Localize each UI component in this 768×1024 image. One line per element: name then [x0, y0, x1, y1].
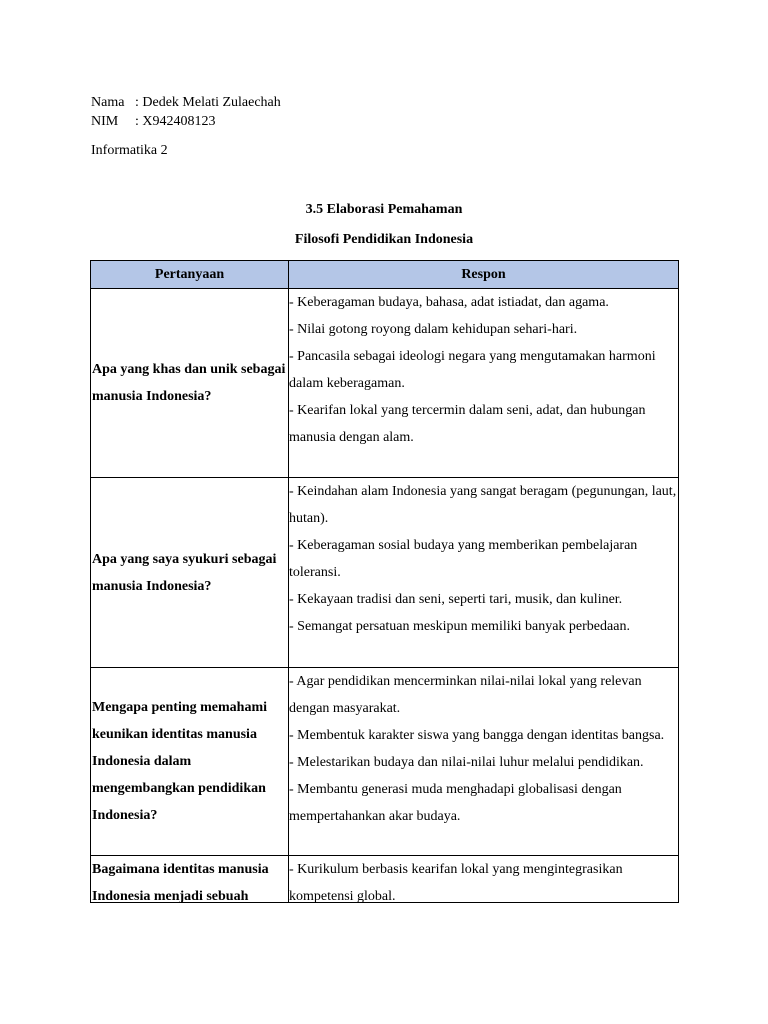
- table-row: [91, 289, 679, 478]
- response-item: - Membantu generasi muda menghadapi globalisasi dengan mempertahankan akar budaya.: [289, 782, 622, 824]
- response-cell: [289, 668, 679, 856]
- question-text: Bagaimana identitas manusia Indonesia menjadi sebuah: [92, 862, 269, 902]
- response-item: - Agar pendidikan mencerminkan nilai-nilai lokal yang relevan dengan masyarakat.: [289, 674, 642, 716]
- response-item: - Pancasila sebagai ideologi negara yang mengutamakan harmoni dalam keberagaman.: [289, 349, 656, 391]
- nim-row: [91, 112, 281, 131]
- response-cell: [289, 856, 679, 903]
- qa-table: [90, 260, 679, 903]
- name-value: : Dedek Melati Zulaechah: [135, 95, 281, 110]
- column-header-question: Pertanyaan: [91, 261, 289, 289]
- response-item: - Nilai gotong royong dalam kehidupan sehari-hari.: [289, 322, 578, 337]
- table-header-row: [91, 261, 679, 289]
- response-item: - Membentuk karakter siswa yang bangga dengan identitas bangsa.: [289, 728, 665, 743]
- response-cell: [289, 478, 679, 668]
- response-item: - Kearifan lokal yang tercermin dalam seni, adat, dan hubungan manusia dengan alam.: [289, 403, 646, 445]
- response-item: - Kurikulum berbasis kearifan lokal yang mengintegrasikan kompetensi global.: [289, 862, 623, 902]
- nim-value: : X942408123: [135, 114, 216, 129]
- student-info: [91, 93, 281, 131]
- nim-label: NIM: [91, 114, 119, 129]
- response-cell: [289, 289, 679, 478]
- name-row: [91, 93, 281, 112]
- response-item: - Kekayaan tradisi dan seni, seperti tari, musik, dan kuliner.: [289, 592, 623, 607]
- table-row: [91, 478, 679, 668]
- question-cell: [91, 856, 289, 903]
- class-name: Informatika 2: [91, 143, 168, 158]
- question-cell: Apa yang khas dan unik sebagai manusia Indonesia?: [91, 289, 289, 478]
- question-cell: Apa yang saya syukuri sebagai manusia Indonesia?: [91, 478, 289, 668]
- response-item: - Keberagaman budaya, bahasa, adat istiadat, dan agama.: [289, 295, 609, 310]
- response-item: - Melestarikan budaya dan nilai-nilai luhur melalui pendidikan.: [289, 755, 644, 770]
- table-row: [91, 856, 679, 903]
- response-item: - Keberagaman sosial budaya yang memberikan pembelajaran toleransi.: [289, 538, 638, 580]
- table-row: [91, 668, 679, 856]
- response-item: - Keindahan alam Indonesia yang sangat beragam (pegunungan, laut, hutan).: [289, 484, 677, 526]
- response-item: - Semangat persatuan meskipun memiliki banyak perbedaan.: [289, 619, 630, 634]
- response-wrapper: [289, 856, 678, 902]
- question-cell: Mengapa penting memahami keunikan identitas manusia Indonesia dalam mengembangkan pendidikan Indonesia?: [91, 668, 289, 856]
- document-subtitle: Filosofi Pendidikan Indonesia: [294, 232, 474, 247]
- column-header-response: Respon: [289, 261, 679, 289]
- document-title: 3.5 Elaborasi Pemahaman: [305, 202, 463, 217]
- name-label: Nama: [91, 95, 125, 110]
